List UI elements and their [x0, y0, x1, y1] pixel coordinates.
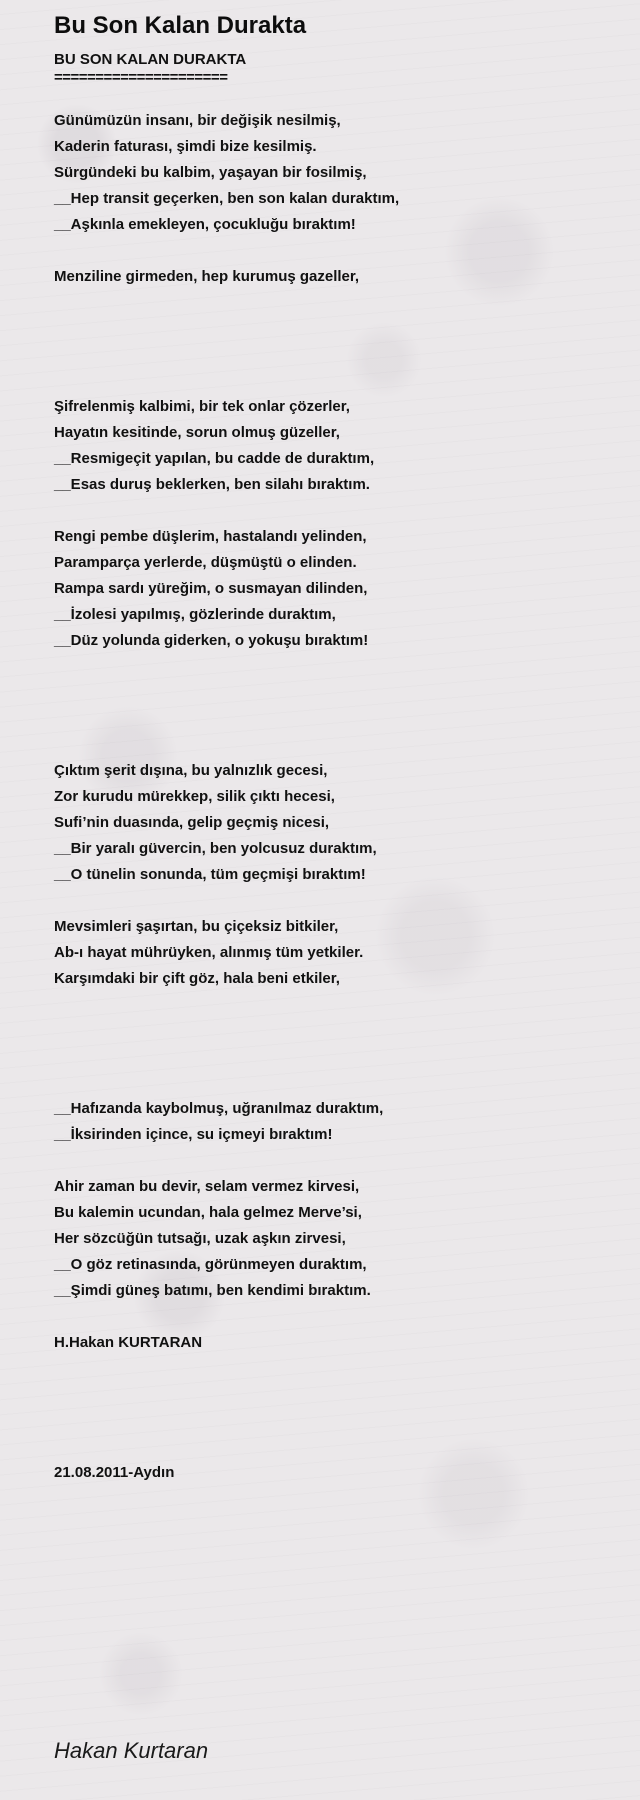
poem-author: H.Hakan KURTARAN	[54, 1334, 203, 1351]
stanza	[54, 524, 614, 654]
poem-subtitle: BU SON KALAN DURAKTA	[54, 51, 247, 68]
poem-line: Her sözcüğün tutsağı, uzak aşkın zirvesi,	[54, 1230, 346, 1247]
poem-line: __Esas duruş beklerken, ben silahı bıraktım.	[54, 476, 370, 493]
poem-page	[54, 0, 614, 1486]
poem-line: __Hafızanda kaybolmuş, uğranılmaz duraktım,	[54, 1100, 384, 1117]
poem-line: Şifrelenmiş kalbimi, bir tek onlar çözerler,	[54, 398, 350, 415]
poem-line: __O tünelin sonunda, tüm geçmişi bıraktım!	[54, 866, 366, 883]
poem-body	[54, 108, 614, 1486]
poem-line: Mevsimleri şaşırtan, bu çiçeksiz bitkiler,	[54, 918, 339, 935]
poem-line: __Aşkınla emekleyen, çocukluğu bıraktım!	[54, 216, 356, 233]
poem-line: Sürgündeki bu kalbim, yaşayan bir fosilmiş,	[54, 164, 367, 181]
page-title: Bu Son Kalan Durakta	[54, 12, 307, 39]
poem-line: Paramparça yerlerde, düşmüştü o elinden.	[54, 554, 357, 571]
poem-date-place: 21.08.2011-Aydın	[54, 1464, 175, 1481]
stanza	[54, 1174, 614, 1304]
poem-line: Karşımdaki bir çift göz, hala beni etkiler,	[54, 970, 340, 987]
poem-line: Ab-ı hayat mührüyken, alınmış tüm yetkiler.	[54, 944, 364, 961]
poem-line: __İzolesi yapılmış, gözlerinde duraktım,	[54, 606, 336, 623]
poem-line: Rampa sardı yüreğim, o susmayan dilinden,	[54, 580, 368, 597]
poem-line: __Resmigeçit yapılan, bu cadde de duraktım,	[54, 450, 375, 467]
poem-line: Hayatın kesitinde, sorun olmuş güzeller,	[54, 424, 340, 441]
poem-line: Menziline girmeden, hep kurumuş gazeller,	[54, 268, 360, 285]
poem-line: Rengi pembe düşlerim, hastalandı yelinden,	[54, 528, 367, 545]
poem-line: __İksirinden içince, su içmeyi bıraktım!	[54, 1126, 333, 1143]
stanza	[54, 758, 614, 888]
poem-line: Sufi’nin duasında, gelip geçmiş nicesi,	[54, 814, 330, 831]
poem-line: Bu kalemin ucundan, hala gelmez Merve’si,	[54, 1204, 362, 1221]
stanza	[54, 914, 614, 992]
poem-line: Çıktım şerit dışına, bu yalnızlık gecesi,	[54, 762, 328, 779]
stanza	[54, 108, 614, 238]
poem-line: Günümüzün insanı, bir değişik nesilmiş,	[54, 112, 341, 129]
poem-line: Kaderin faturası, şimdi bize kesilmiş.	[54, 138, 317, 155]
poem-line: __Hep transit geçerken, ben son kalan duraktım,	[54, 190, 400, 207]
poet-signature: Hakan Kurtaran	[54, 1738, 209, 1763]
poem-line: __O göz retinasında, görünmeyen duraktım,	[54, 1256, 367, 1273]
stanza	[54, 264, 614, 290]
poem-line: Zor kurudu mürekkep, silik çıktı hecesi,	[54, 788, 335, 805]
poem-line: Ahir zaman bu devir, selam vermez kirvesi,	[54, 1178, 360, 1195]
poem-line: __Bir yaralı güvercin, ben yolcusuz duraktım,	[54, 840, 377, 857]
poem-line: __Düz yolunda giderken, o yokuşu bıraktım!	[54, 632, 369, 649]
stanza	[54, 394, 614, 498]
poem-line: __Şimdi güneş batımı, ben kendimi bıraktım.	[54, 1282, 371, 1299]
stanza	[54, 1096, 614, 1148]
title-underline: =====================	[54, 69, 228, 86]
